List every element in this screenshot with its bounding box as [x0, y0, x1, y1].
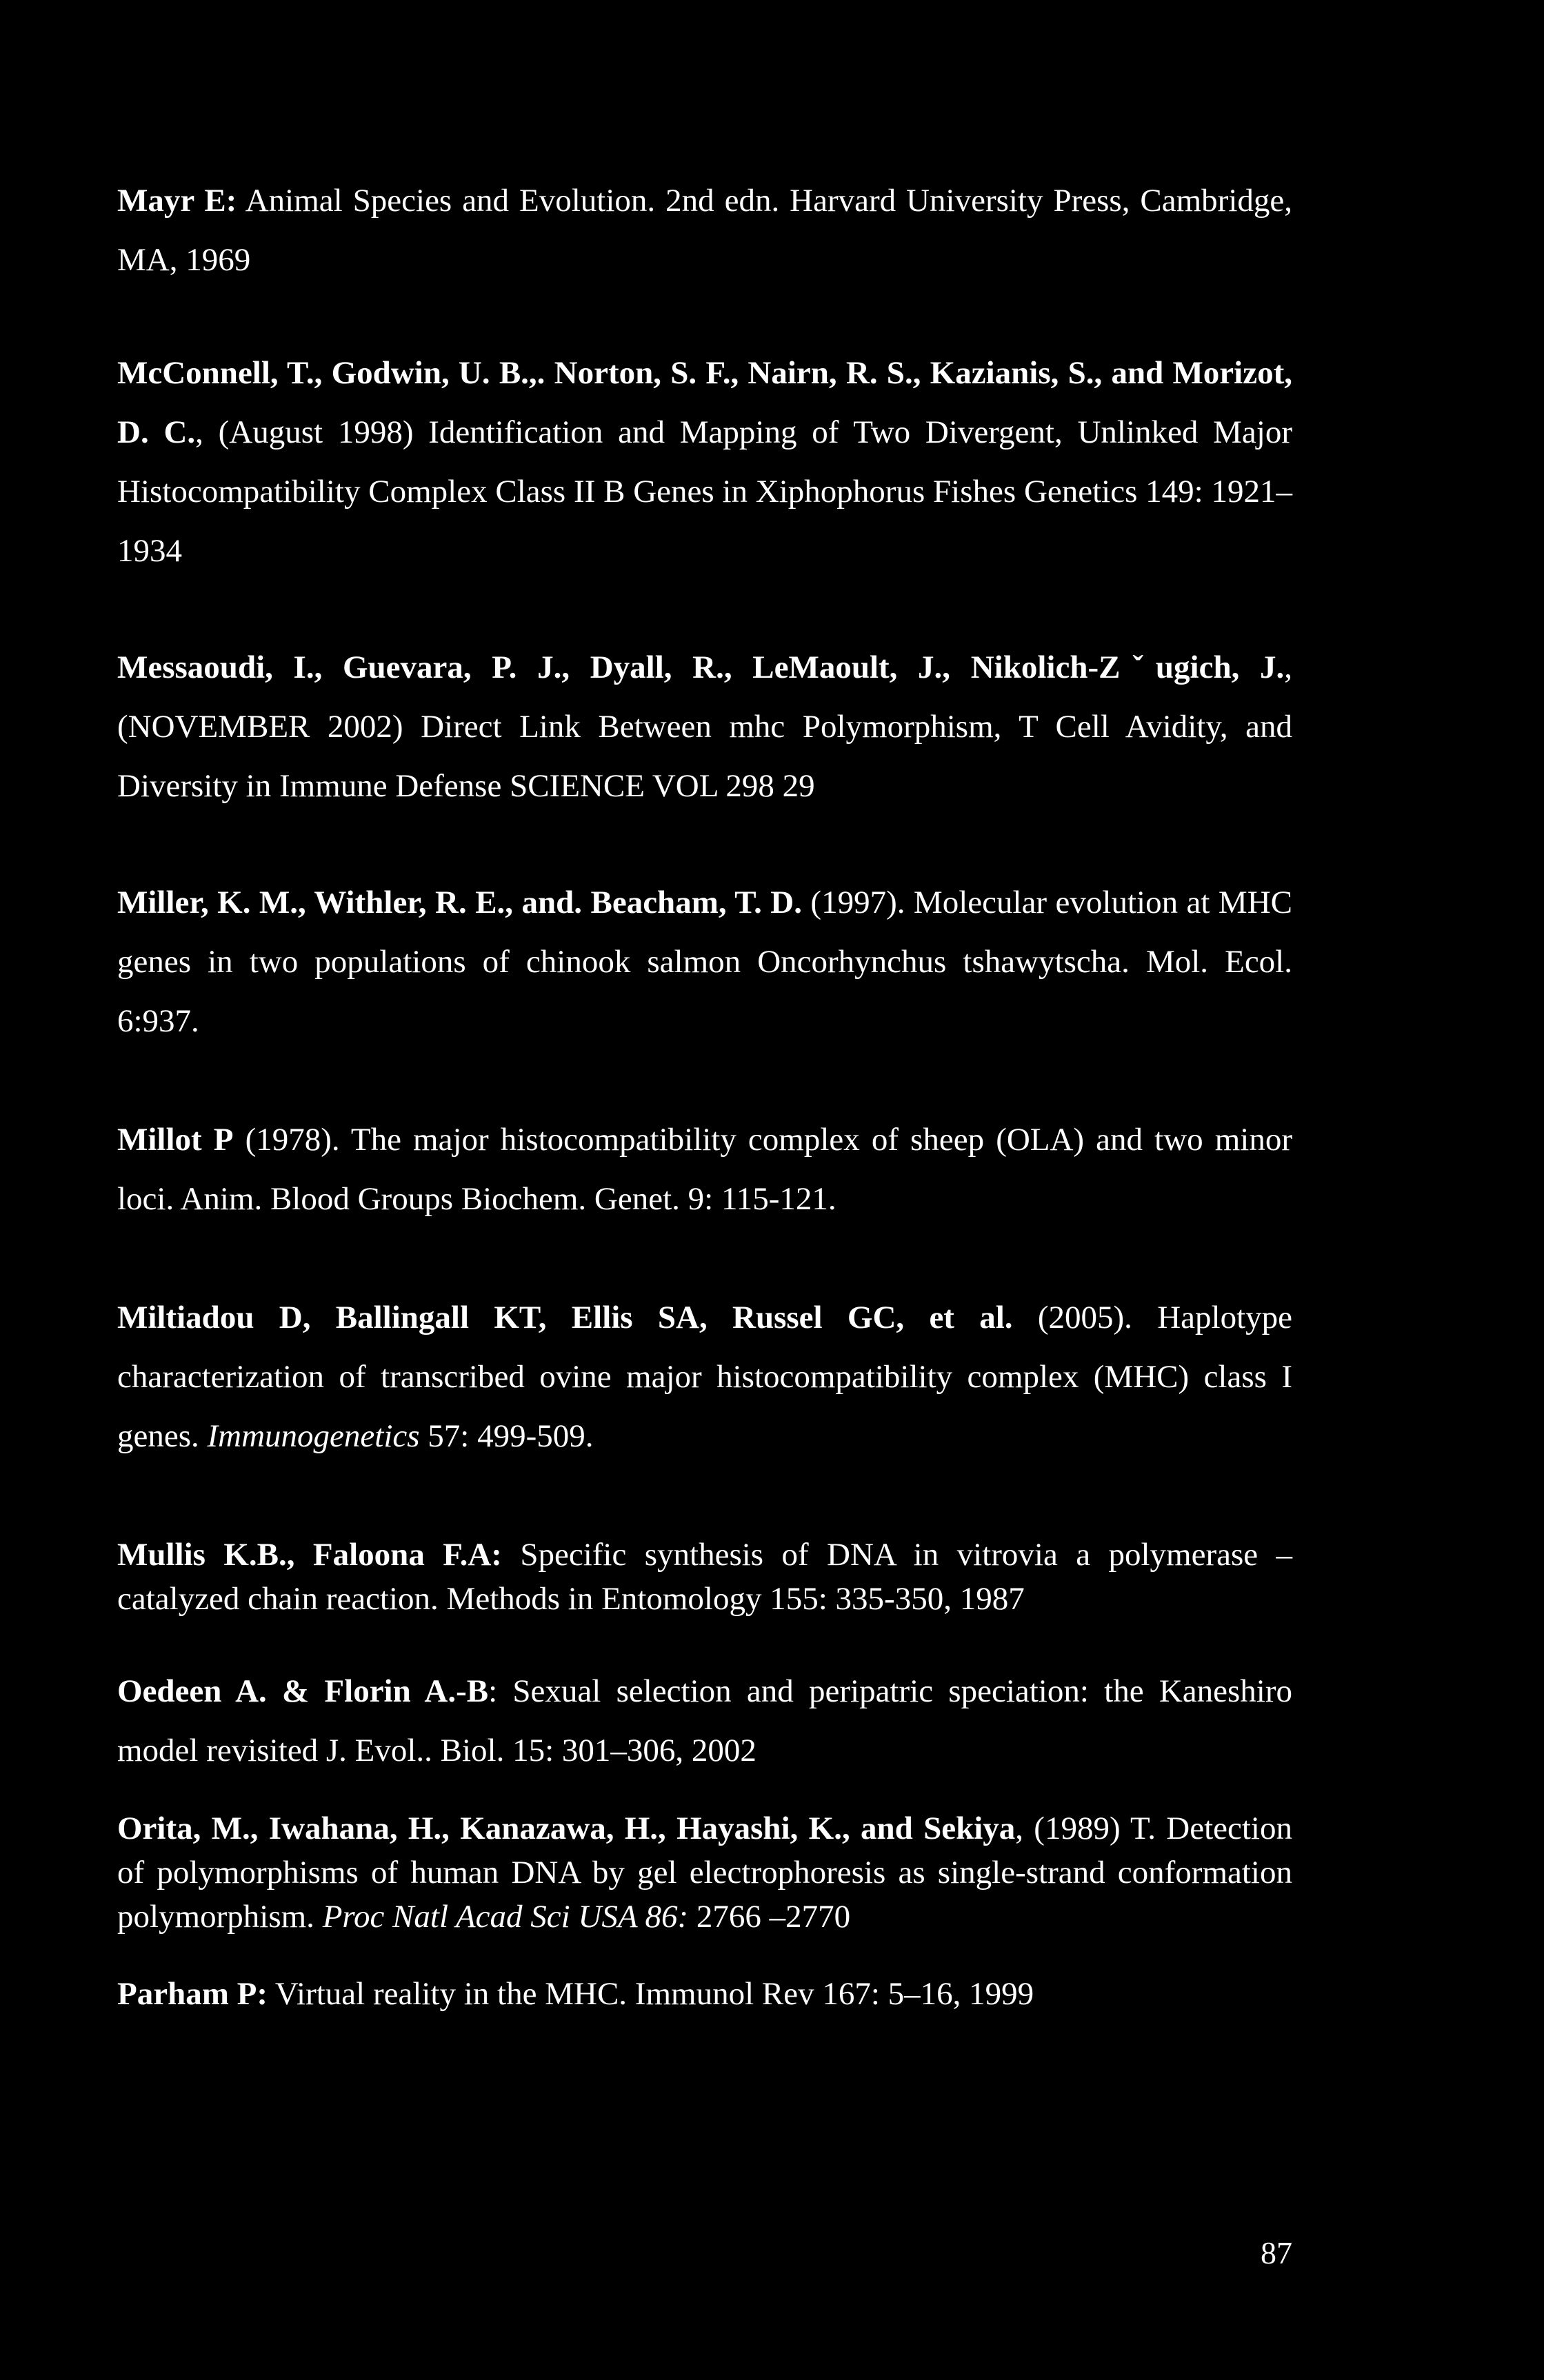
reference-text: : Sexual selection and peripatric speciation: the Kaneshiro model revisited J. Evol.. Biol. 15: 301–306, 2002 [117, 1673, 1293, 1768]
reference-authors: Millot P [117, 1122, 234, 1158]
reference-mcconnell [117, 343, 1292, 581]
reference-orita [117, 1806, 1292, 1939]
page-number: 87 [1261, 2235, 1292, 2270]
reference-millot [117, 1110, 1292, 1229]
reference-authors: Miller, K. M., Withler, R. E., and. Beacham, T. D. [117, 885, 802, 920]
reference-authors: Oedeen A. & Florin A.-B [117, 1673, 489, 1709]
reference-authors: Messaoudi, I., Guevara, P. J., Dyall, R., LeMaoult, J., Nikolich-Zˇugich, J. [117, 649, 1285, 685]
reference-text: Virtual reality in the MHC. Immunol Rev 167: 5–16, 1999 [267, 1976, 1034, 2012]
reference-text: (1978). The major histocompatibility complex of sheep (OLA) and two minor loci. Anim. Blood Groups Biochem. Genet. 9: 115-121. [117, 1122, 1292, 1217]
reference-text: , (1989) T. Detection of polymorphisms of human DNA by gel electrophoresis as single-strand conformation polymorphism. [117, 1811, 1292, 1935]
reference-text: Specific synthesis of DNA in vitrovia a polymerase – catalyzed chain reaction. Methods in Entomology 155: 335-350, 1987 [117, 1537, 1292, 1617]
reference-tail: 2766 –2770 [688, 1899, 851, 1935]
reference-mullis [117, 1533, 1292, 1621]
reference-messaoudi [117, 638, 1292, 816]
reference-miller [117, 873, 1292, 1051]
reference-parham [117, 1972, 1292, 2016]
reference-miltiadou [117, 1288, 1292, 1466]
reference-oedeen [117, 1662, 1292, 1780]
reference-tail: 57: 499-509. [419, 1418, 594, 1454]
reference-authors: McConnell, T., Godwin, U. B.,. Norton, S. F., Nairn, R. S., Kazianis, S., and Morizot, D. C. [117, 355, 1292, 450]
reference-mayr [117, 171, 1292, 290]
reference-authors: Parham P: [117, 1976, 268, 2012]
reference-authors: Miltiadou D, Ballingall KT, Ellis SA, Russel GC, et al. [117, 1300, 1013, 1335]
reference-text: (2005). Haplotype characterization of transcribed ovine major histocompatibility complex (MHC) class I genes. [117, 1300, 1292, 1454]
reference-text: , (NOVEMBER 2002) Direct Link Between mhc Polymorphism, T Cell Avidity, and Diversity in Immune Defense SCIENCE VOL 298 29 [117, 649, 1292, 804]
reference-journal: Immunogenetics [207, 1418, 420, 1454]
reference-text: (1997). Molecular evolution at MHC genes in two populations of chinook salmon Oncorhynchus tshawytscha. Mol. Ecol. 6:937. [117, 885, 1292, 1039]
reference-authors: Mullis K.B., Faloona F.A: [117, 1537, 502, 1573]
reference-text: , (August 1998) Identification and Mapping of Two Divergent, Unlinked Major Histocompatibility Complex Class II B Genes in Xiphophorus Fishes Genetics 149: 1921–1934 [117, 414, 1292, 569]
reference-journal: Proc Natl Acad Sci USA 86: [322, 1899, 689, 1935]
reference-text: Animal Species and Evolution. 2nd edn. Harvard University Press, Cambridge, MA, 1969 [117, 183, 1293, 278]
reference-authors: Orita, M., Iwahana, H., Kanazawa, H., Hayashi, K., and Sekiya [117, 1811, 1016, 1846]
reference-authors: Mayr E: [117, 183, 237, 219]
